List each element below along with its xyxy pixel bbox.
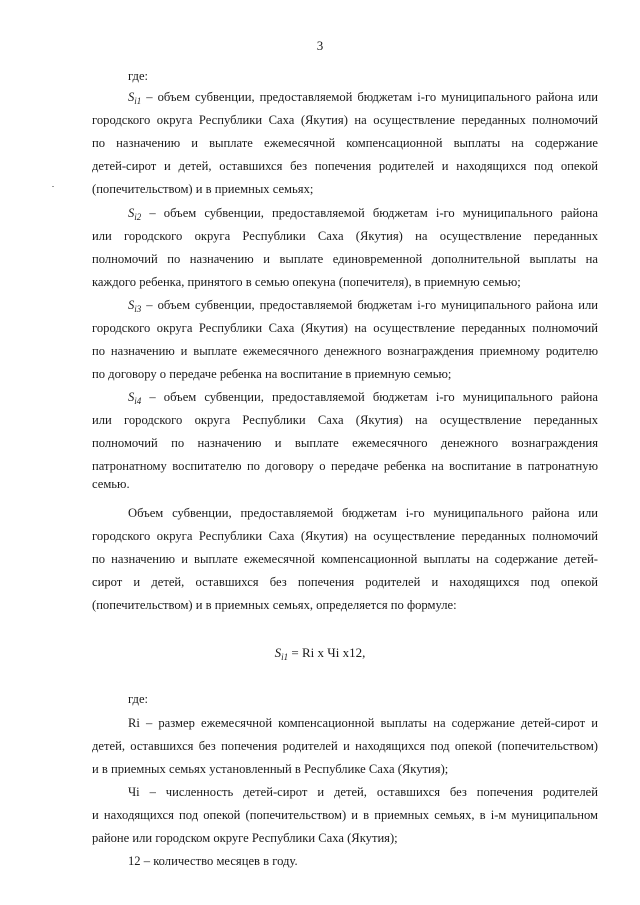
symbol-subscript: i2	[134, 212, 142, 222]
definition-si1-line-1	[128, 89, 598, 106]
definition-si4-line-5: семью.	[92, 477, 130, 491]
definition-si4-line-1	[128, 389, 598, 406]
definition-si2-line-4: каждого ребенка, принятого в семью опекуна (попечителя), в приемную семью;	[92, 275, 521, 289]
definition-si4-line-2: или городского округа Республики Саха (Якутия) на осуществление переданных	[92, 413, 598, 427]
symbol-s: S	[128, 206, 135, 220]
volume-paragraph-line-4: сирот и детей, оставшихся без попечения родителей и находящихся под опекой	[92, 575, 598, 589]
symbol-s: S	[128, 90, 135, 104]
definition-si1-line-2: городского округа Республики Саха (Якутия) на осуществление переданных полномочий	[92, 113, 598, 127]
symbol-subscript: i1	[134, 96, 142, 106]
ri-paragraph-line-2: детей, оставшихся без попечения родителей и находящихся под опекой (попечительством)	[92, 739, 598, 753]
definition-si3-line-2: городского округа Республики Саха (Якутия) на осуществление переданных полномочий	[92, 321, 598, 335]
definition-text: – объем субвенции, предоставляемой бюджетам i-го муниципального района	[141, 206, 598, 220]
definition-si1-line-4: детей-сирот и детей, оставшихся без попечения родителей и находящихся под опекой	[92, 159, 598, 173]
volume-paragraph-line-3: по назначению и выплате ежемесячной компенсационной выплаты на содержание детей-	[92, 552, 598, 566]
definition-si4-line-3: полномочий по назначению и выплате ежемесячного денежного вознаграждения	[92, 436, 598, 450]
definition-si3-line-1	[128, 297, 598, 314]
margin-mark	[52, 186, 54, 187]
ri-paragraph-line-3: и в приемных семьях установленный в Республике Саха (Якутия);	[92, 762, 449, 776]
formula-symbol: S	[274, 645, 282, 660]
definition-si2-line-1	[128, 205, 598, 222]
definition-si1-line-3: по назначению и выплате ежемесячной компенсационной выплаты на содержание	[92, 136, 598, 150]
months-line: 12 – количество месяцев в году.	[128, 854, 298, 868]
definition-si2-line-2: или городского округа Республики Саха (Якутия) на осуществление переданных	[92, 229, 598, 243]
definition-text: – объем субвенции, предоставляемой бюджетам i-го муниципального района	[141, 390, 598, 404]
definition-text: – объем субвенции, предоставляемой бюджетам i-го муниципального района или	[141, 298, 598, 312]
volume-paragraph-line-2: городского округа Республики Саха (Якутия) на осуществление переданных полномочий	[92, 529, 598, 543]
ri-paragraph-line-1: Ri – размер ежемесячной компенсационной выплаты на содержание детей-сирот и	[128, 716, 598, 730]
chi-paragraph-line-2: и находящихся под опекой (попечительством) и в приемных семьях, в i-м муниципальном	[92, 808, 598, 822]
formula-subscript: i1	[281, 652, 289, 662]
symbol-s: S	[128, 390, 135, 404]
volume-paragraph-line-1: Объем субвенции, предоставляемой бюджетам i-го муниципального района или	[128, 506, 598, 520]
where-label-2: где:	[128, 692, 149, 706]
formula-expression: = Ri x Чi x12,	[288, 645, 366, 660]
formula	[0, 645, 640, 662]
page-number: 3	[316, 38, 324, 53]
symbol-s: S	[128, 298, 135, 312]
symbol-subscript: i3	[134, 304, 142, 314]
definition-si3-line-4: по договору о передаче ребенка на воспитание в приемную семью;	[92, 367, 452, 381]
definition-si4-line-4: патронатному воспитателю по договору о передаче ребенка на воспитание в патронатную	[92, 459, 598, 473]
volume-paragraph-line-5: (попечительством) и в приемных семьях, определяется по формуле:	[92, 598, 457, 612]
chi-paragraph-line-3: районе или городском округе Республики Саха (Якутия);	[92, 831, 398, 845]
where-label: где:	[128, 69, 149, 83]
chi-paragraph-line-1: Чi – численность детей-сирот и детей, оставшихся без попечения родителей	[128, 785, 598, 799]
definition-si3-line-3: по назначению и выплате ежемесячного денежного вознаграждения приемному родителю	[92, 344, 598, 358]
definition-text: – объем субвенции, предоставляемой бюджетам i-го муниципального района или	[141, 90, 598, 104]
definition-si1-line-5: (попечительством) и в приемных семьях;	[92, 182, 314, 196]
symbol-subscript: i4	[134, 396, 142, 406]
definition-si2-line-3: полномочий по назначению и выплате единовременной дополнительной выплаты на	[92, 252, 598, 266]
